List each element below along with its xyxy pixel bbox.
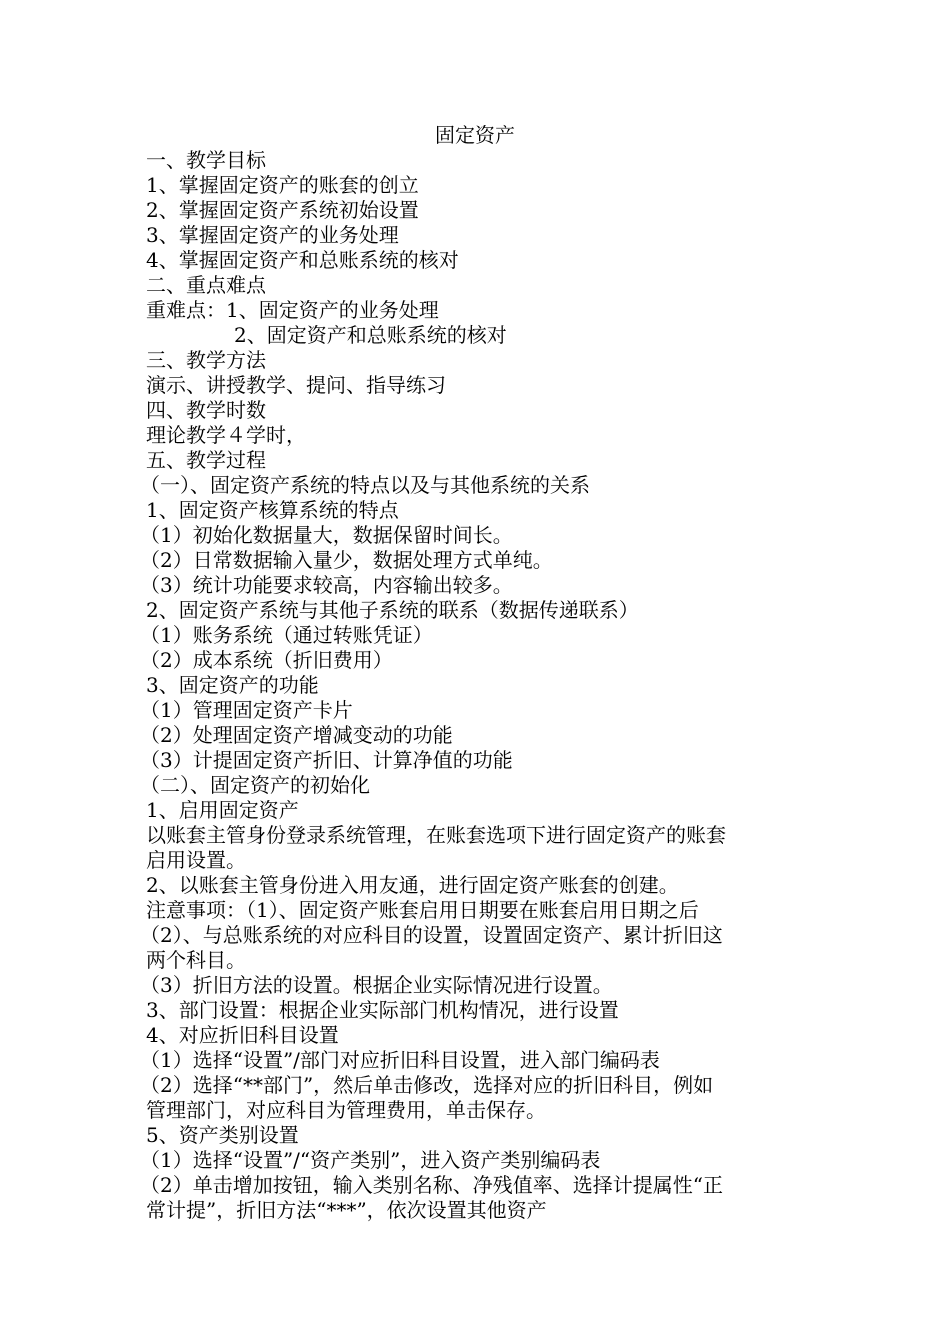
list-item: 重难点：1、固定资产的业务处理	[146, 298, 439, 322]
list-item: （1）选择“设置”/“资产类别”，进入资产类别编码表	[140, 1148, 601, 1172]
list-item: （2）单击增加按钮，输入类别名称、净残值率、选择计提属性“正	[140, 1173, 723, 1197]
list-item: 3、固定资产的功能	[146, 673, 319, 697]
document-title: 固定资产	[435, 123, 515, 147]
list-item: 1、固定资产核算系统的特点	[146, 498, 399, 522]
list-item: （1）管理固定资产卡片	[140, 698, 353, 722]
list-item: （3）统计功能要求较高，内容输出较多。	[140, 573, 513, 597]
list-item: （2）成本系统（折旧费用）	[140, 648, 393, 672]
text-line: 常计提”，折旧方法“***”，依次设置其他资产	[146, 1198, 547, 1222]
text-line: （2）、与总账系统的对应科目的设置，设置固定资产、累计折旧这	[140, 923, 723, 947]
list-item: 5、资产类别设置	[146, 1123, 299, 1147]
text-line: 注意事项：（1）、固定资产账套启用日期要在账套启用日期之后	[146, 898, 699, 922]
text-line: 演示、讲授教学、提问、指导练习	[146, 373, 446, 397]
section-heading: 二、重点难点	[146, 273, 266, 297]
list-item: 4、对应折旧科目设置	[146, 1023, 339, 1047]
list-item: 1、启用固定资产	[146, 798, 299, 822]
list-item: 2、固定资产系统与其他子系统的联系（数据传递联系）	[146, 598, 639, 622]
section-heading: 三、教学方法	[146, 348, 266, 372]
list-item: （1）账务系统（通过转账凭证）	[140, 623, 433, 647]
list-item: 2、固定资产和总账系统的核对	[234, 323, 507, 347]
text-line: 两个科目。	[146, 948, 246, 972]
text-line: 管理部门，对应科目为管理费用，单击保存。	[146, 1098, 546, 1122]
list-item: （3）计提固定资产折旧、计算净值的功能	[140, 748, 513, 772]
text-line: 启用设置。	[146, 848, 246, 872]
list-item: 2、以账套主管身份进入用友通，进行固定资产账套的创建。	[146, 873, 679, 897]
section-heading: 一、教学目标	[146, 148, 266, 172]
list-item: 3、掌握固定资产的业务处理	[146, 223, 399, 247]
list-item: （1）选择“设置”/部门对应折旧科目设置，进入部门编码表	[140, 1048, 660, 1072]
text-line: （3）折旧方法的设置。根据企业实际情况进行设置。	[140, 973, 613, 997]
list-item: （2）日常数据输入量少，数据处理方式单纯。	[140, 548, 553, 572]
text-line: 理论教学４学时，	[146, 423, 306, 447]
list-item: （2）选择“**部门”，然后单击修改，选择对应的折旧科目，例如	[140, 1073, 714, 1097]
document-body	[140, 148, 808, 1223]
list-item: （1）初始化数据量大，数据保留时间长。	[140, 523, 513, 547]
list-item: 2、掌握固定资产系统初始设置	[146, 198, 419, 222]
list-item: 4、掌握固定资产和总账系统的核对	[146, 248, 459, 272]
subsection-heading: （二）、固定资产的初始化	[140, 773, 370, 797]
list-item: （2）处理固定资产增减变动的功能	[140, 723, 453, 747]
subsection-heading: （一）、固定资产系统的特点以及与其他系统的关系	[140, 473, 590, 497]
list-item: 1、掌握固定资产的账套的创立	[146, 173, 419, 197]
list-item: 3、部门设置：根据企业实际部门机构情况，进行设置	[146, 998, 619, 1022]
section-heading: 五、教学过程	[146, 448, 266, 472]
section-heading: 四、教学时数	[146, 398, 266, 422]
text-line: 以账套主管身份登录系统管理，在账套选项下进行固定资产的账套	[146, 823, 726, 847]
